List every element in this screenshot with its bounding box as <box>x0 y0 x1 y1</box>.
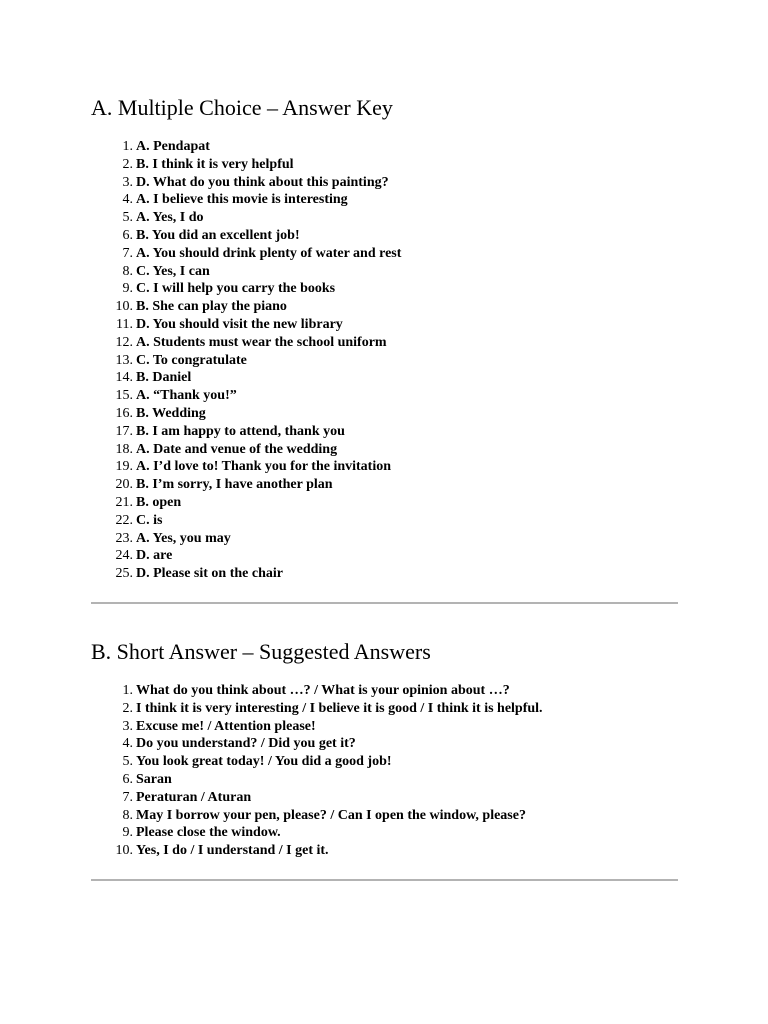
section-b-title: B. Short Answer – Suggested Answers <box>91 639 431 664</box>
item-answer: C. I will help you carry the books <box>136 281 336 297</box>
list-item <box>91 771 678 789</box>
list-item <box>91 405 678 423</box>
item-answer: B. open <box>136 494 182 510</box>
list-item <box>91 735 678 753</box>
list-item <box>91 512 678 530</box>
list-item <box>91 316 678 334</box>
multiple-choice-answer-list <box>91 138 678 583</box>
list-item <box>91 441 678 459</box>
list-item <box>91 458 678 476</box>
item-number: 24. <box>115 548 133 564</box>
list-item <box>91 824 678 842</box>
list-item <box>91 209 678 227</box>
list-item <box>91 494 678 512</box>
item-answer: B. Daniel <box>136 370 192 386</box>
list-item <box>91 565 678 583</box>
item-answer: What do you think about …? / What is your opinion about …? <box>136 683 510 698</box>
item-answer: A. Pendapat <box>136 139 210 154</box>
item-answer: D. What do you think about this painting? <box>136 174 389 190</box>
item-number: 11. <box>116 316 133 332</box>
list-item <box>91 842 678 860</box>
item-answer: B. I’m sorry, I have another plan <box>136 477 333 493</box>
item-number: 15. <box>115 388 133 404</box>
item-number: 2. <box>122 156 133 172</box>
item-number: 3. <box>122 718 133 734</box>
item-number: 4. <box>122 192 133 208</box>
list-item <box>91 700 678 718</box>
list-item <box>91 423 678 441</box>
item-answer: Yes, I do / I understand / I get it. <box>136 843 329 859</box>
item-answer: May I borrow your pen, please? / Can I open the window, please? <box>136 807 526 823</box>
item-number: 7. <box>122 245 133 261</box>
list-item <box>91 476 678 494</box>
list-item <box>91 807 678 825</box>
item-answer: A. I believe this movie is interesting <box>136 192 348 208</box>
item-number: 19. <box>115 459 133 475</box>
list-item <box>91 530 678 548</box>
item-number: 18. <box>115 441 133 457</box>
item-answer: A. Date and venue of the wedding <box>136 441 338 457</box>
item-answer: C. To congratulate <box>136 352 247 368</box>
item-number: 3. <box>122 174 133 190</box>
list-item <box>91 334 678 352</box>
item-answer: B. I think it is very helpful <box>136 156 294 172</box>
list-item <box>91 174 678 192</box>
list-item <box>91 280 678 298</box>
section-divider <box>91 602 678 604</box>
item-number: 23. <box>115 530 133 546</box>
item-number: 1. <box>122 683 133 698</box>
list-item <box>91 138 678 156</box>
item-number: 6. <box>122 771 133 787</box>
item-answer: Peraturan / Aturan <box>136 789 252 805</box>
list-item <box>91 245 678 263</box>
list-item <box>91 298 678 316</box>
item-answer: A. Yes, you may <box>136 530 231 546</box>
list-item <box>91 547 678 565</box>
item-answer: A. Yes, I do <box>136 210 204 226</box>
item-answer: B. She can play the piano <box>136 299 287 315</box>
item-number: 21. <box>115 494 133 510</box>
item-number: 8. <box>122 807 133 823</box>
item-number: 7. <box>122 789 133 805</box>
item-answer: D. You should visit the new library <box>136 316 343 332</box>
list-item <box>91 387 678 405</box>
item-number: 5. <box>122 210 133 226</box>
item-number: 14. <box>115 370 133 386</box>
item-answer: C. Yes, I can <box>136 263 210 279</box>
item-number: 9. <box>122 825 133 841</box>
item-number: 13. <box>115 352 133 368</box>
item-number: 22. <box>115 512 133 528</box>
short-answer-list <box>91 682 678 860</box>
item-number: 4. <box>122 736 133 752</box>
item-answer: Saran <box>136 771 172 787</box>
list-item <box>91 156 678 174</box>
list-item <box>91 753 678 771</box>
item-answer: A. “Thank you!” <box>136 388 237 404</box>
item-answer: Please close the window. <box>136 825 281 841</box>
section-divider <box>91 879 678 881</box>
item-answer: Excuse me! / Attention please! <box>136 718 316 734</box>
item-number: 12. <box>115 334 133 350</box>
item-number: 8. <box>122 263 133 279</box>
item-answer: You look great today! / You did a good job! <box>136 754 392 770</box>
item-number: 10. <box>115 843 133 859</box>
item-answer: Do you understand? / Did you get it? <box>136 736 356 752</box>
item-number: 9. <box>122 281 133 297</box>
item-answer: I think it is very interesting / I believe it is good / I think it is helpful. <box>136 700 543 716</box>
item-number: 16. <box>115 405 133 421</box>
list-item <box>91 263 678 281</box>
section-a-title: A. Multiple Choice – Answer Key <box>91 95 393 120</box>
item-answer: A. I’d love to! Thank you for the invitation <box>136 459 392 475</box>
item-answer: B. I am happy to attend, thank you <box>136 423 345 439</box>
item-answer: A. You should drink plenty of water and rest <box>136 245 402 261</box>
item-number: 6. <box>122 227 133 243</box>
item-number: 2. <box>122 700 133 716</box>
item-number: 5. <box>122 754 133 770</box>
list-item <box>91 718 678 736</box>
list-item <box>91 789 678 807</box>
item-answer: A. Students must wear the school uniform <box>136 334 387 350</box>
item-number: 1. <box>122 139 133 154</box>
list-item <box>91 369 678 387</box>
item-answer: C. is <box>136 512 163 528</box>
list-item <box>91 191 678 209</box>
item-number: 10. <box>115 299 133 315</box>
item-answer: D. are <box>136 548 173 564</box>
item-number: 20. <box>115 477 133 493</box>
item-answer: D. Please sit on the chair <box>136 566 283 582</box>
item-answer: B. You did an excellent job! <box>136 227 300 243</box>
list-item <box>91 682 678 700</box>
list-item <box>91 227 678 245</box>
list-item <box>91 352 678 370</box>
item-answer: B. Wedding <box>136 405 206 421</box>
item-number: 25. <box>115 566 133 582</box>
item-number: 17. <box>115 423 133 439</box>
